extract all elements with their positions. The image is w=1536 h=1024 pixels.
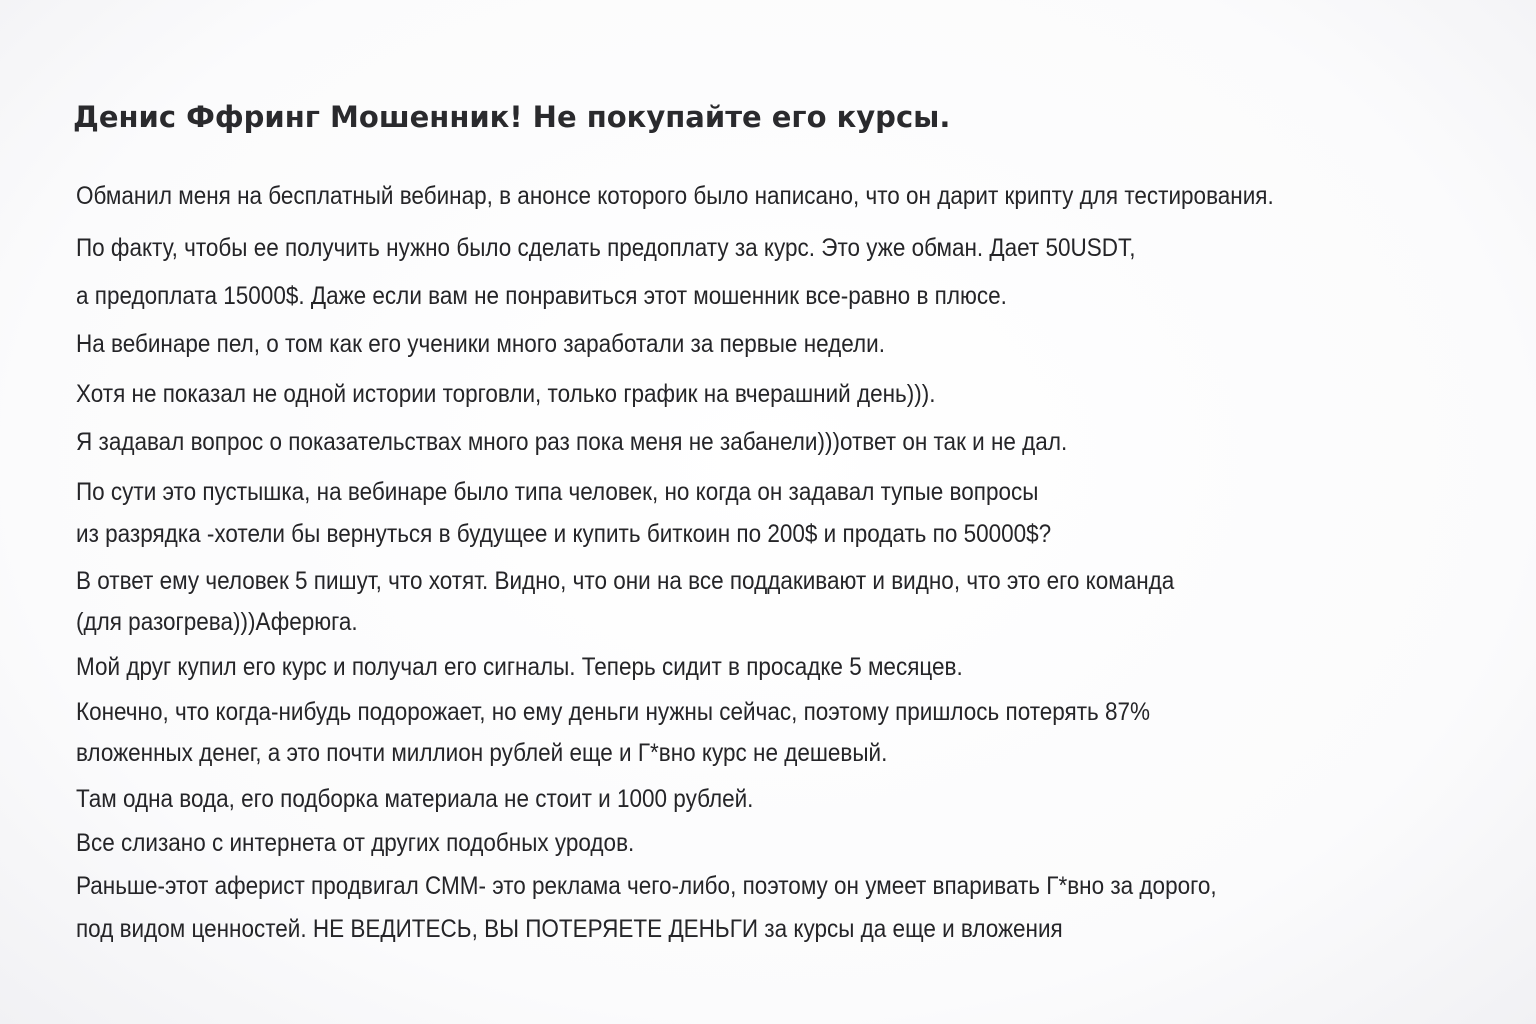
text-line: Я задавал вопрос о показательствах много раз пока меня не забанели)))ответ он так и не дал. bbox=[76, 428, 1068, 456]
text-line: из разрядка -хотели бы вернуться в будущее и купить биткоин по 200$ и продать по 50000$? bbox=[76, 520, 1052, 548]
text-line: (для разогрева)))Аферюга. bbox=[76, 608, 358, 636]
text-line: под видом ценностей. НЕ ВЕДИТЕСЬ, ВЫ ПОТЕРЯЕТЕ ДЕНЬГИ за курсы да еще и вложения bbox=[76, 915, 1063, 943]
text-line: Там одна вода, его подборка материала не стоит и 1000 рублей. bbox=[76, 785, 754, 813]
text-line: Хотя не показал не одной истории торговли, только график на вчерашний день))). bbox=[76, 380, 936, 408]
document-title: Денис Ффринг Мошенник! Не покупайте его курсы. bbox=[73, 100, 951, 134]
text-line: вложенных денег, а это почти миллион рублей еще и Г*вно курс не дешевый. bbox=[76, 739, 888, 767]
text-line: Все слизано с интернета от других подобных уродов. bbox=[76, 829, 635, 857]
text-line: По сути это пустышка, на вебинаре было типа человек, но когда он задавал тупые вопросы bbox=[76, 478, 1039, 506]
text-line: Раньше-этот аферист продвигал СММ- это реклама чего-либо, поэтому он умеет впаривать Г*вно за дорого, bbox=[76, 872, 1217, 900]
text-line: Обманил меня на бесплатный вебинар, в анонсе которого было написано, что он дарит крипту для тестирования. bbox=[76, 182, 1274, 210]
text-line: а предоплата 15000$. Даже если вам не понравиться этот мошенник все-равно в плюсе. bbox=[76, 282, 1007, 310]
text-line: Конечно, что когда-нибудь подорожает, но ему деньги нужны сейчас, поэтому пришлось потерять 87% bbox=[76, 698, 1151, 726]
text-line: В ответ ему человек 5 пишут, что хотят. Видно, что они на все поддакивают и видно, что это его команда bbox=[76, 567, 1175, 595]
text-line: По факту, чтобы ее получить нужно было сделать предоплату за курс. Это уже обман. Дает 50USDT, bbox=[76, 234, 1136, 262]
text-line: На вебинаре пел, о том как его ученики много заработали за первые недели. bbox=[76, 330, 886, 358]
text-line: Мой друг купил его курс и получал его сигналы. Теперь сидит в просадке 5 месяцев. bbox=[76, 653, 963, 681]
